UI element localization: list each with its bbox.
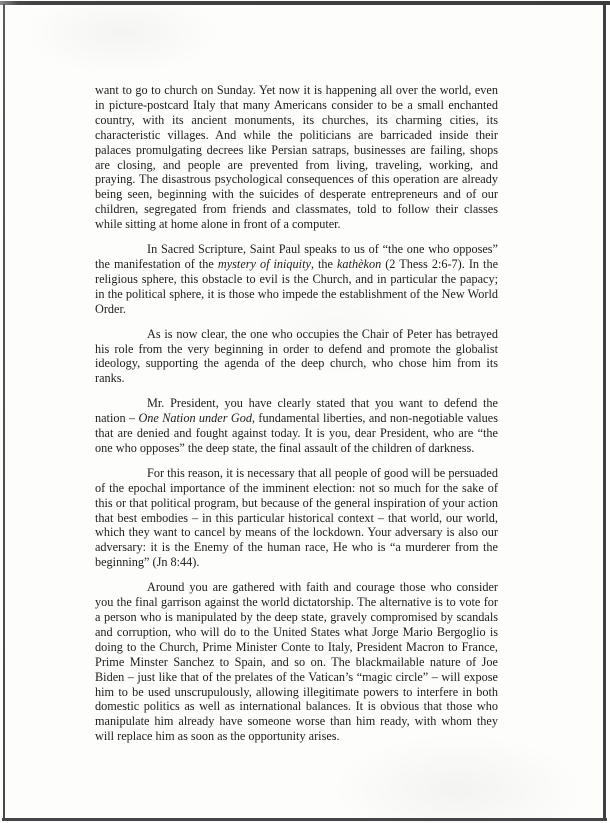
italic-text-run: kathèkon (337, 256, 382, 271)
scan-edge-right (603, 2, 606, 820)
paragraph (95, 242, 498, 317)
italic-text-run: mystery of iniquity (217, 256, 311, 271)
text-run: , the (310, 256, 337, 271)
text-run: Around you are gathered with faith and courage those who consider you the final garrison against the world dictatorship. The alternative is to vote for a person who is manipulated by the deep state, gravely compromised by scandals and corruption, who will do to the United States what Jorge Mario Bergoglio is doing to the Church, Prime Minister Conte to Italy, President Macron to France, Prime Minster Sanchez to Spain, and so on. The blackmailable nature of Joe Biden – just like that of the prelates of the Vatican’s “magic circle” – will expose him to be used unscrupulously, allowing illegitimate powers to interfere in both domestic politics as well as international balances. It is obvious that those who manipulate him already have someone worse than him ready, with whom they will replace him as soon as the opportunity arises. (95, 580, 498, 744)
text-run: (2 Thess 2:6-7). In the religious sphere, this obstacle to evil is the Church, and in particular the papacy; in the political sphere, it is those who impede the establishment of the New World Order. (95, 256, 499, 316)
scan-edge-top (0, 1, 610, 5)
paragraph (95, 327, 498, 387)
paragraph (95, 396, 498, 456)
text-run: For this reason, it is necessary that all people of good will be persuaded of the epochal importance of the imminent election: not so much for the sake of this or that political program, but because of the general inspiration of your action that best embodies – in this particular historical context – that world, our world, which they want to cancel by means of the lockdown. Your adversary is also our adversary: it is the Enemy of the human race, He who is “a murderer from the beginning” (Jn 8:44). (95, 465, 498, 570)
text-run: want to go to church on Sunday. Yet now it is happening all over the world, even in picture-postcard Italy that many Americans consider to be a small enchanted country, with its ancient monuments, its churches, its charming cities, its characteristic villages. And while the politicians are barricaded inside their palaces promulgating decrees like Persian satraps, businesses are failing, shops are closing, and people are prevented from living, traveling, working, and praying. The disastrous psychological consequences of this operation are already being seen, beginning with the suicides of desperate entrepreneurs and of our children, segregated from friends and classmates, told to follow their classes while sitting at home alone in front of a computer. (95, 83, 498, 232)
text-run: , fundamental liberties, and non-negotiable values that are denied and fought against today. It is you, dear President, who are “the one who opposes” the deep state, the final assault of the children of darkness. (95, 411, 498, 455)
paragraph (95, 83, 498, 232)
scan-edge-left (3, 4, 5, 821)
italic-text-run: One Nation under God (138, 411, 252, 426)
text-run: As is now clear, the one who occupies the Chair of Peter has betrayed his role from the very beginning in order to defend and promote the globalist ideology, supporting the agenda of the deep church, who chose him from its ranks. (95, 326, 498, 386)
text-run: In Sacred Scripture, Saint Paul speaks to us of “the one who opposes” the manifestation of the (95, 242, 498, 271)
text-run: Mr. President, you have clearly stated that you want to defend the nation – (95, 396, 498, 426)
letter-body (95, 83, 498, 754)
scan-edge-bottom (2, 818, 607, 821)
paragraph (95, 580, 498, 744)
paragraph (95, 466, 498, 570)
